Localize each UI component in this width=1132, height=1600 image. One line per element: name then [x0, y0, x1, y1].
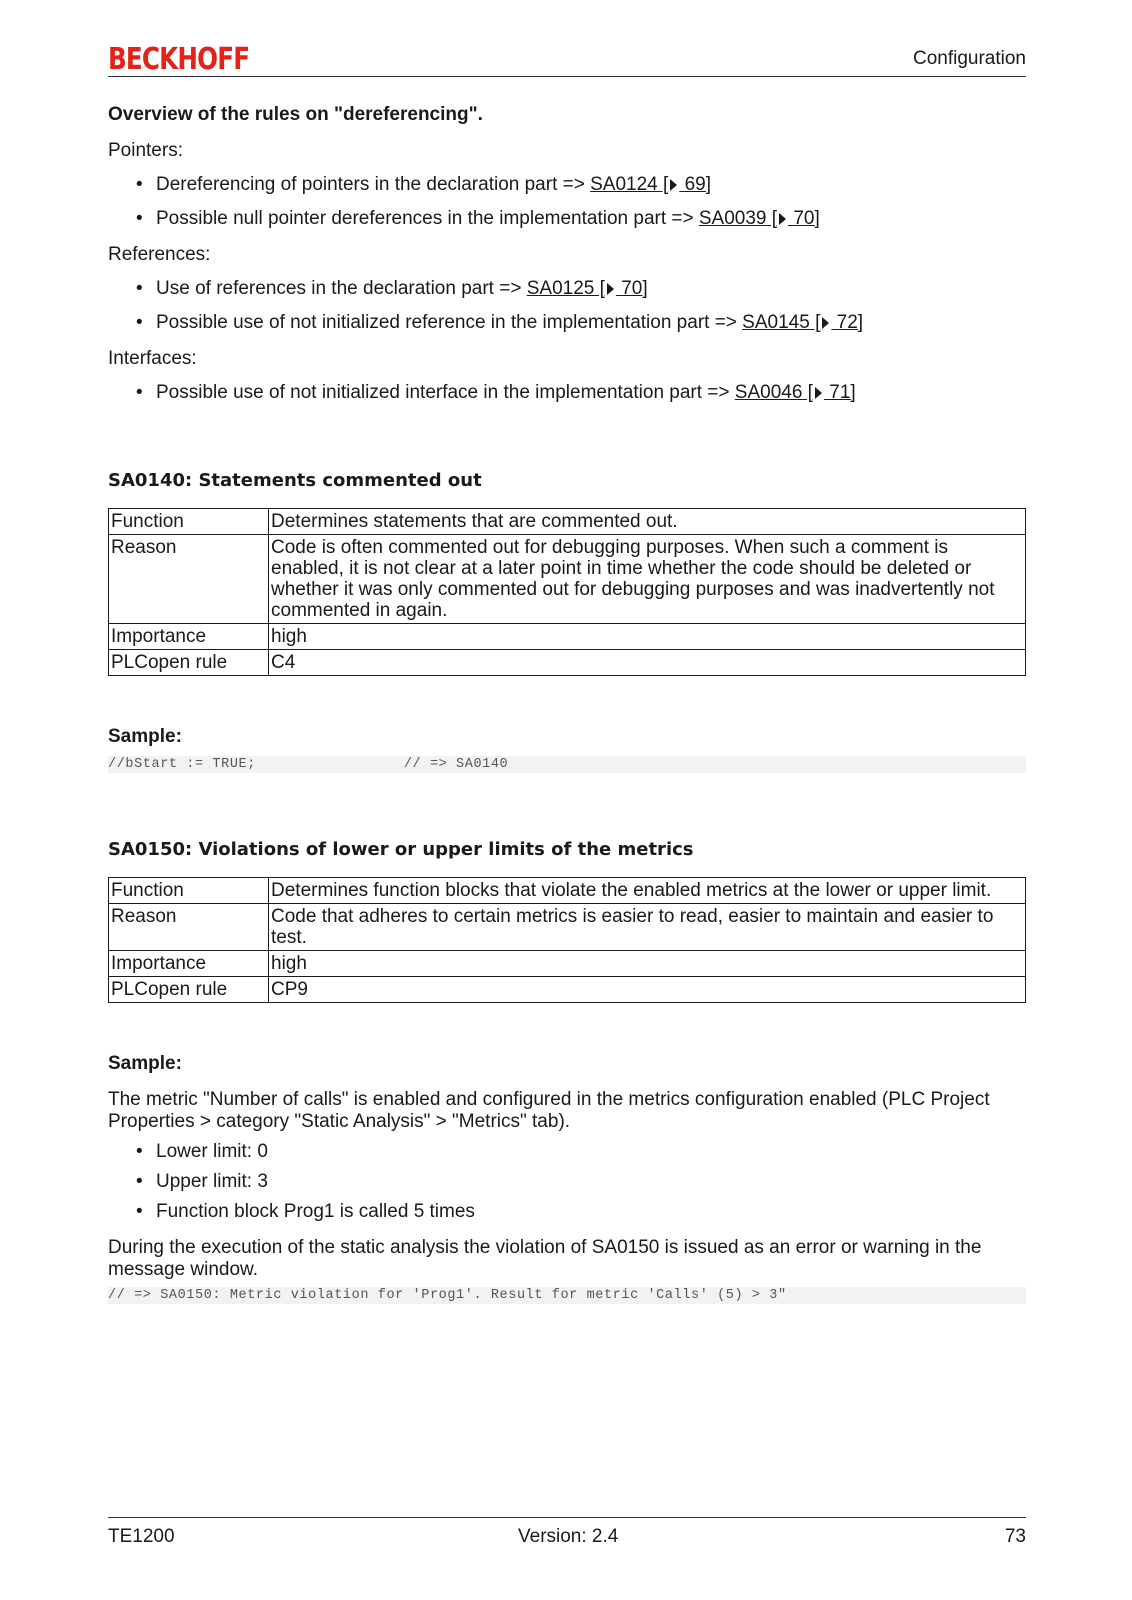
link-sa0039[interactable]: SA0039 [ 70]: [698, 208, 820, 229]
table-row: [109, 951, 1026, 977]
table-key: Reason: [109, 535, 269, 624]
table-row: [109, 977, 1026, 1003]
references-list: [108, 278, 1026, 334]
list-item: • Lower limit: 0: [136, 1141, 1026, 1163]
arrow-right-icon: [822, 317, 829, 329]
sample-intro: The metric "Number of calls" is enabled and configured in the metrics configuration enabled (PLC Project Properties > category "Static Analysis" > "Metrics" tab).: [108, 1089, 990, 1132]
list-item: • Upper limit: 3: [136, 1171, 1026, 1193]
group-label-pointers: Pointers:: [108, 140, 183, 161]
code-sample-sa0150: // => SA0150: Metric violation for 'Prog1'. Result for metric 'Calls' (5) > 3": [108, 1287, 1026, 1304]
table-row: [109, 535, 1026, 624]
footer-product: TE1200: [108, 1526, 175, 1547]
list-item-text: Dereferencing of pointers in the declaration part =>: [156, 174, 591, 195]
group-label-references: References:: [108, 244, 211, 265]
page: [108, 0, 1026, 1600]
table-value: Code that adheres to certain metrics is easier to read, easier to maintain and easier to test.: [269, 904, 1026, 951]
list-item: [136, 278, 1026, 300]
arrow-right-icon: [607, 283, 614, 295]
footer-page-number: 73: [1004, 1526, 1026, 1547]
link-sa0125[interactable]: SA0125 [ 70]: [526, 278, 648, 299]
list-item: • Function block Prog1 is called 5 times: [136, 1201, 1026, 1223]
list-item: [136, 312, 1026, 334]
page-header: [108, 40, 1026, 77]
interfaces-list: [108, 382, 1026, 404]
content: [108, 104, 1026, 1304]
list-item-text: Possible use of not initialized interface in the implementation part =>: [156, 382, 735, 403]
table-row: [109, 878, 1026, 904]
table-key: Importance: [109, 951, 269, 977]
table-key: Reason: [109, 904, 269, 951]
rule-table-sa0140: [108, 508, 1026, 676]
table-key: PLCopen rule: [109, 977, 269, 1003]
arrow-right-icon: [779, 213, 786, 225]
sample-title-sa0140: Sample:: [108, 726, 182, 747]
table-row: [109, 904, 1026, 951]
table-row: [109, 509, 1026, 535]
overview-title: Overview of the rules on "dereferencing".: [108, 104, 483, 125]
sample-outro: During the execution of the static analysis the violation of SA0150 is issued as an error or warning in the message window.: [108, 1237, 982, 1280]
code-sample-sa0140: //bStart := TRUE; // => SA0140: [108, 756, 1026, 773]
table-value: C4: [269, 650, 1026, 676]
list-item: [136, 382, 1026, 404]
rule-title-sa0150: SA0150: Violations of lower or upper limits of the metrics: [108, 839, 694, 860]
list-item-text: Possible use of not initialized reference in the implementation part =>: [156, 312, 743, 333]
table-row: [109, 650, 1026, 676]
link-sa0124[interactable]: SA0124 [ 69]: [590, 174, 711, 195]
list-item: [136, 208, 1026, 230]
table-value: high: [269, 624, 1026, 650]
list-item-text: Use of references in the declaration part =>: [156, 278, 527, 299]
table-value: Code is often commented out for debugging purposes. When such a comment is enabled, it is not clear at a later point in time whether the code should be deleted or whether it was only commented out for debugging purposes and was inadvertently not commented in again.: [269, 535, 1026, 624]
list-item: [136, 174, 1026, 196]
table-row: [109, 624, 1026, 650]
footer-version: Version: 2.4: [518, 1526, 619, 1547]
rule-title-sa0140: SA0140: Statements commented out: [108, 470, 482, 491]
table-key: PLCopen rule: [109, 650, 269, 676]
limits-list: [108, 1141, 1026, 1223]
table-value: Determines statements that are commented out.: [269, 509, 1026, 535]
table-key: Function: [109, 509, 269, 535]
section-title: Configuration: [912, 48, 1026, 69]
arrow-right-icon: [815, 387, 822, 399]
sample-title-sa0150: Sample:: [108, 1053, 182, 1074]
rule-table-sa0150: [108, 877, 1026, 1003]
table-key: Importance: [109, 624, 269, 650]
table-value: high: [269, 951, 1026, 977]
table-value: CP9: [269, 977, 1026, 1003]
page-footer: [108, 1517, 1026, 1547]
beckhoff-logo: BECKHOFF: [108, 42, 250, 77]
table-value: Determines function blocks that violate the enabled metrics at the lower or upper limit.: [269, 878, 1026, 904]
pointers-list: [108, 174, 1026, 230]
link-sa0046[interactable]: SA0046 [ 71]: [734, 382, 856, 403]
table-key: Function: [109, 878, 269, 904]
link-sa0145[interactable]: SA0145 [ 72]: [742, 312, 864, 333]
arrow-right-icon: [670, 179, 677, 191]
list-item-text: Possible null pointer dereferences in the implementation part =>: [156, 208, 699, 229]
group-label-interfaces: Interfaces:: [108, 348, 197, 369]
